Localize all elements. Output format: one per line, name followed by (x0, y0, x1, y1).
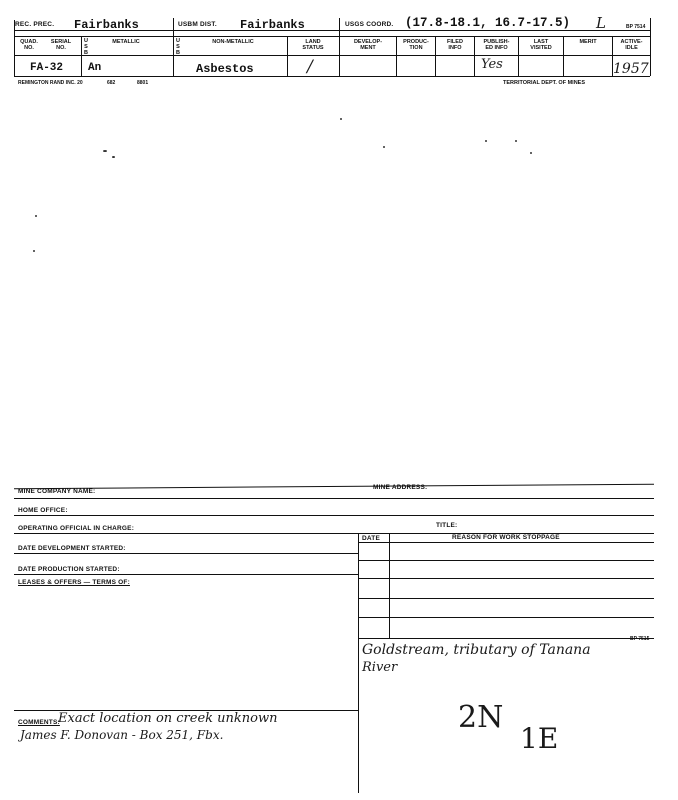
quad-value: FA-32 (30, 62, 64, 74)
speck (35, 215, 37, 217)
usbm-dist-value: Fairbanks (240, 18, 305, 32)
corner-mark: L (596, 14, 606, 32)
department-text: TERRITORIAL DEPT. OF MINES (503, 80, 585, 86)
land-status-value: / (307, 57, 313, 77)
dev-started-label: DATE DEVELOPMENT STARTED: (18, 545, 126, 552)
mine-address-label: MINE ADDRESS: (373, 484, 428, 491)
form-number-2: BP 7515 (630, 636, 650, 642)
col-development: DEVELOP- MENT (353, 39, 383, 51)
home-office-label: HOME OFFICE: (18, 507, 68, 514)
col-usbm-nonmetallic: U S B (176, 38, 180, 56)
township: 2N (458, 700, 504, 735)
col-published-info: PUBLISH- ED INFO (483, 39, 510, 51)
active-value: 1957 (613, 61, 649, 77)
serial-value: An (88, 62, 102, 74)
reason-column-label: REASON FOR WORK STOPPAGE (452, 534, 560, 541)
location-line-2: River (362, 660, 398, 675)
printer-code-2: 8801 (137, 80, 149, 86)
printer-text: REMINGTON RAND INC. 20 (18, 80, 83, 86)
speck (515, 140, 517, 142)
usgs-coord-value: (17.8-18.1, 16.7-17.5) (405, 16, 571, 30)
col-last-visited: LAST VISITED (530, 39, 552, 51)
rec-prec-value: Fairbanks (74, 18, 139, 32)
col-non-metallic: NON-METALLIC (212, 39, 254, 45)
printer-code-1: 682 (107, 80, 116, 86)
published-value: Yes (481, 57, 503, 72)
speck (383, 146, 385, 148)
date-column-label: DATE (362, 535, 381, 542)
speck (530, 152, 532, 154)
col-metallic: METALLIC (112, 39, 140, 45)
speck (33, 250, 35, 252)
prod-started-label: DATE PRODUCTION STARTED: (18, 566, 120, 573)
leases-label: LEASES & OFFERS — TERMS OF: (18, 579, 130, 586)
speck (485, 140, 487, 142)
location-line-1: Goldstream, tributary of Tanana (362, 642, 591, 658)
col-merit: MERIT (579, 39, 597, 45)
col-production: PRODUC- TION (403, 39, 429, 51)
comments-line-1: Exact location on creek unknown (58, 711, 278, 726)
form-number: BP 7514 (626, 24, 646, 30)
title-label: TITLE: (436, 522, 458, 529)
usbm-dist-label: USBM DIST. (178, 21, 217, 28)
operating-official-label: OPERATING OFFICIAL IN CHARGE: (18, 525, 135, 532)
col-serial-no: SERIAL NO. (50, 39, 72, 51)
col-land-status: LAND STATUS (302, 39, 324, 51)
col-quad-no: QUAD. NO. (20, 39, 38, 51)
col-usbm-metallic: U S B (84, 38, 88, 56)
usgs-coord-label: USGS COORD. (345, 21, 394, 28)
speck (103, 150, 107, 152)
speck (340, 118, 342, 120)
comments-line-2: James F. Donovan - Box 251, Fbx. (20, 728, 224, 742)
comments-label: COMMENTS: (18, 719, 60, 726)
col-active-idle: ACTIVE- IDLE (620, 39, 643, 51)
rec-prec-label: REC. PREC. (15, 21, 55, 28)
col-filed-info: FILED INFO (447, 39, 463, 51)
mine-company-label: MINE COMPANY NAME: (18, 488, 96, 495)
non-metallic-value: Asbestos (196, 62, 254, 76)
range: 1E (520, 722, 559, 755)
speck (112, 156, 115, 158)
